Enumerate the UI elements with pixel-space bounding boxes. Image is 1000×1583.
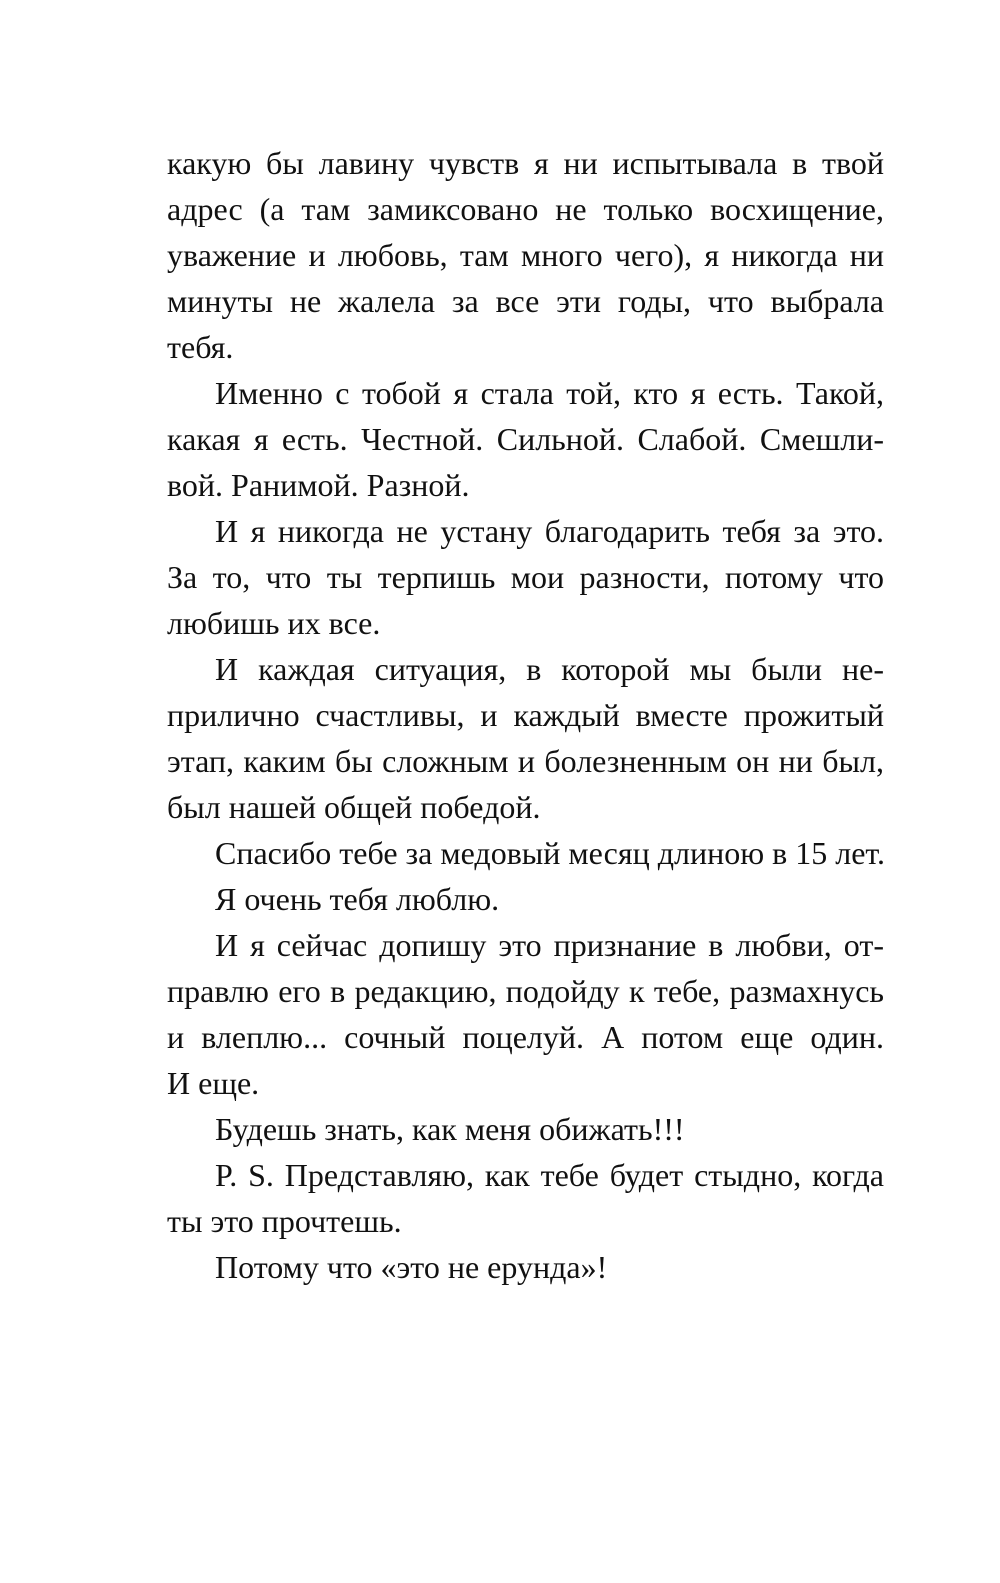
- text-line: P. S. Представляю, как тебе будет стыдно, когда: [215, 1157, 884, 1193]
- text-line: адрес (а там замиксовано не только восхищение,: [167, 191, 884, 227]
- text-line: и влеплю... сочный поцелуй. А потом еще один.: [167, 1019, 884, 1055]
- text-line: За то, что ты терпишь мои разности, потому что: [167, 559, 884, 595]
- body-text: [167, 140, 884, 1290]
- text-line: И я сейчас допишу это признание в любви, от-: [215, 927, 884, 963]
- text-line: Я очень тебя люблю.: [215, 881, 500, 917]
- text-line: уважение и любовь, там много чего), я никогда ни: [167, 237, 884, 273]
- text-line: Потому что «это не ерунда»!: [215, 1249, 608, 1285]
- text-line: тебя.: [167, 329, 234, 365]
- text-line: какую бы лавину чувств я ни испытывала в твой: [167, 145, 884, 181]
- text-line: был нашей общей победой.: [167, 789, 541, 825]
- text-line: прилично счастливы, и каждый вместе прожитый: [167, 697, 884, 733]
- text-line: вой. Ранимой. Разной.: [167, 467, 470, 503]
- text-line: Спасибо тебе за медовый месяц длиною в 15 лет.: [215, 835, 885, 871]
- text-line: минуты не жалела за все эти годы, что выбрала: [167, 283, 884, 319]
- text-line: Будешь знать, как меня обижать!!!: [215, 1111, 685, 1147]
- text-line: И еще.: [167, 1065, 260, 1101]
- text-line: какая я есть. Честной. Сильной. Слабой. Смешли-: [167, 421, 884, 457]
- text-line: этап, каким бы сложным и болезненным он ни был,: [167, 743, 884, 779]
- text-line: Именно с тобой я стала той, кто я есть. Такой,: [215, 375, 884, 411]
- text-line: И каждая ситуация, в которой мы были не-: [215, 651, 884, 687]
- text-line: любишь их все.: [167, 605, 381, 641]
- text-line: правлю его в редакцию, подойду к тебе, размахнусь: [167, 973, 884, 1009]
- text-line: И я никогда не устану благодарить тебя за это.: [215, 513, 884, 549]
- text-line: ты это прочтешь.: [167, 1203, 402, 1239]
